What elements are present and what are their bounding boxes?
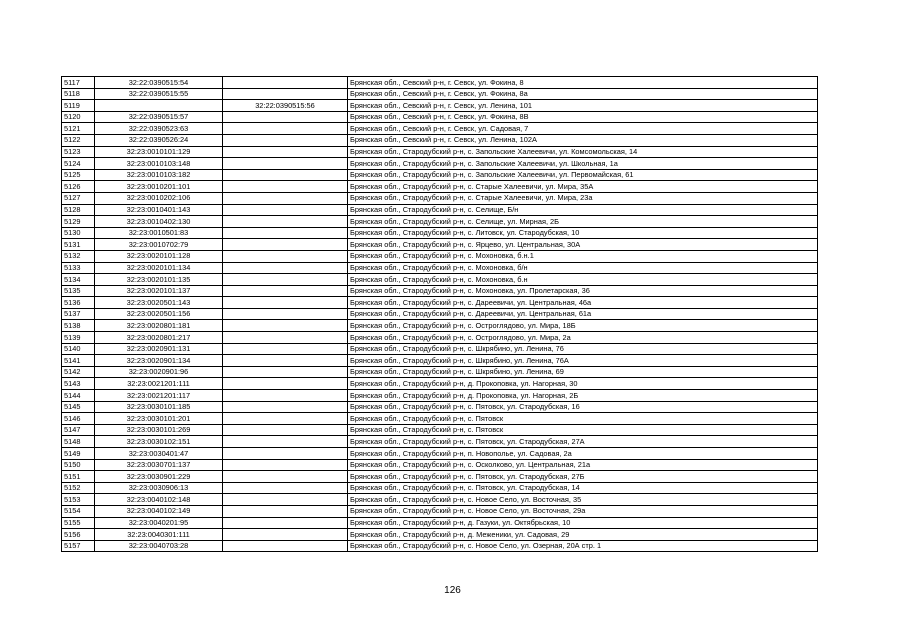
address-cell: Брянская обл., Стародубский р-н, с. Осколково, ул. Центральная, 21а [348,459,818,471]
cadastral-number-alt-cell [223,274,348,286]
table-row [62,355,818,367]
cadastral-number-cell: 32:23:0021201:111 [95,378,223,390]
cadastral-number-alt-cell [223,181,348,193]
cadastral-number-alt-cell [223,216,348,228]
row-number-cell: 5140 [62,343,95,355]
cadastral-number-alt-cell [223,111,348,123]
cadastral-number-alt-cell [223,424,348,436]
address-cell: Брянская обл., Стародубский р-н, с. Мохоновка, б.н.1 [348,250,818,262]
address-cell: Брянская обл., Стародубский р-н, с. Ярцево, ул. Центральная, 30А [348,239,818,251]
row-number-cell: 5120 [62,111,95,123]
row-number-cell: 5148 [62,436,95,448]
row-number-cell: 5117 [62,77,95,89]
row-number-cell: 5137 [62,308,95,320]
row-number-cell: 5157 [62,540,95,552]
address-cell: Брянская обл., Стародубский р-н, с. Мохоновка, ул. Пролетарская, 36 [348,285,818,297]
table-row [62,308,818,320]
cadastral-number-alt-cell [223,332,348,344]
table-row [62,320,818,332]
cadastral-number-cell: 32:23:0040703:28 [95,540,223,552]
cadastral-number-alt-cell [223,436,348,448]
table-row [62,77,818,89]
table-row [62,111,818,123]
address-cell: Брянская обл., Стародубский р-н, с. Дареевичи, ул. Центральная, 61а [348,308,818,320]
cadastral-number-cell: 32:22:0390515:55 [95,88,223,100]
table-row [62,390,818,402]
cadastral-number-alt-cell [223,250,348,262]
cadastral-number-cell: 32:22:0390523:63 [95,123,223,135]
table-row [62,529,818,541]
address-cell: Брянская обл., Стародубский р-н, с. Пятовск [348,413,818,425]
row-number-cell: 5131 [62,239,95,251]
page-number: 126 [444,585,461,596]
cadastral-number-cell: 32:23:0020801:181 [95,320,223,332]
cadastral-number-cell: 32:23:0021201:117 [95,390,223,402]
address-cell: Брянская обл., Севский р-н, г. Севск, ул. Ленина, 101 [348,100,818,112]
registry-table [61,76,818,552]
cadastral-number-cell: 32:23:0040301:111 [95,529,223,541]
address-cell: Брянская обл., Стародубский р-н, с. Селище, ул. Мирная, 2Б [348,216,818,228]
address-cell: Брянская обл., Стародубский р-н, с. Запольские Халеевичи, ул. Первомайская, 61 [348,169,818,181]
registry-table-body [62,77,818,552]
address-cell: Брянская обл., Стародубский р-н, с. Старые Халеевичи, ул. Мира, 23а [348,192,818,204]
cadastral-number-alt-cell [223,88,348,100]
address-cell: Брянская обл., Стародубский р-н, с. Литовск, ул. Стародубская, 10 [348,227,818,239]
cadastral-number-alt-cell [223,146,348,158]
address-cell: Брянская обл., Стародубский р-н, п. Новополье, ул. Садовая, 2а [348,448,818,460]
cadastral-number-cell: 32:23:0030401:47 [95,448,223,460]
address-cell: Брянская обл., Стародубский р-н, с. Остроглядово, ул. Мира, 18Б [348,320,818,332]
cadastral-number-cell: 32:23:0020901:96 [95,366,223,378]
cadastral-number-cell: 32:23:0030101:185 [95,401,223,413]
row-number-cell: 5141 [62,355,95,367]
cadastral-number-cell: 32:23:0010202:106 [95,192,223,204]
address-cell: Брянская обл., Стародубский р-н, с. Шкрябино, ул. Ленина, 69 [348,366,818,378]
cadastral-number-cell: 32:23:0020101:137 [95,285,223,297]
cadastral-number-cell: 32:23:0020101:135 [95,274,223,286]
cadastral-number-cell: 32:23:0020801:217 [95,332,223,344]
table-row [62,343,818,355]
cadastral-number-cell: 32:23:0010201:101 [95,181,223,193]
table-row [62,424,818,436]
cadastral-number-alt-cell [223,448,348,460]
table-row [62,471,818,483]
table-row [62,482,818,494]
cadastral-number-alt-cell [223,459,348,471]
address-cell: Брянская обл., Стародубский р-н, с. Пятовск, ул. Стародубская, 27А [348,436,818,448]
cadastral-number-alt-cell [223,355,348,367]
table-row [62,332,818,344]
cadastral-number-cell: 32:23:0020101:134 [95,262,223,274]
cadastral-number-cell: 32:23:0030101:201 [95,413,223,425]
table-row [62,436,818,448]
table-row [62,448,818,460]
cadastral-number-cell: 32:22:0390515:57 [95,111,223,123]
cadastral-number-alt-cell [223,285,348,297]
address-cell: Брянская обл., Стародубский р-н, д. Газуки, ул. Октябрьская, 10 [348,517,818,529]
cadastral-number-cell: 32:23:0020101:128 [95,250,223,262]
cadastral-number-alt-cell [223,540,348,552]
cadastral-number-alt-cell [223,517,348,529]
cadastral-number-cell: 32:23:0020501:156 [95,308,223,320]
address-cell: Брянская обл., Стародубский р-н, с. Новое Село, ул. Озерная, 20А стр. 1 [348,540,818,552]
cadastral-number-cell: 32:23:0030901:229 [95,471,223,483]
table-row [62,100,818,112]
address-cell: Брянская обл., Стародубский р-н, с. Старые Халеевичи, ул. Мира, 35А [348,181,818,193]
row-number-cell: 5133 [62,262,95,274]
table-row [62,262,818,274]
row-number-cell: 5135 [62,285,95,297]
row-number-cell: 5118 [62,88,95,100]
row-number-cell: 5142 [62,366,95,378]
cadastral-number-cell: 32:22:0390526:24 [95,134,223,146]
row-number-cell: 5138 [62,320,95,332]
table-row [62,181,818,193]
table-row [62,297,818,309]
table-row [62,494,818,506]
address-cell: Брянская обл., Севский р-н, г. Севск, ул. Фокина, 8 [348,77,818,89]
row-number-cell: 5150 [62,459,95,471]
cadastral-number-alt-cell [223,308,348,320]
cadastral-number-alt-cell [223,204,348,216]
address-cell: Брянская обл., Севский р-н, г. Севск, ул. Фокина, 8В [348,111,818,123]
cadastral-number-alt-cell [223,134,348,146]
cadastral-number-cell: 32:23:0020901:134 [95,355,223,367]
table-row [62,158,818,170]
row-number-cell: 5147 [62,424,95,436]
cadastral-number-alt-cell [223,123,348,135]
cadastral-number-alt-cell [223,192,348,204]
row-number-cell: 5126 [62,181,95,193]
cadastral-number-alt-cell [223,77,348,89]
table-row [62,413,818,425]
address-cell: Брянская обл., Стародубский р-н, с. Шкрябино, ул. Ленина, 76А [348,355,818,367]
address-cell: Брянская обл., Стародубский р-н, с. Запольские Халеевичи, ул. Школьная, 1а [348,158,818,170]
row-number-cell: 5119 [62,100,95,112]
table-row [62,216,818,228]
cadastral-number-alt-cell [223,366,348,378]
table-row [62,204,818,216]
row-number-cell: 5129 [62,216,95,228]
address-cell: Брянская обл., Стародубский р-н, с. Пятовск, ул. Стародубская, 27Б [348,471,818,483]
table-row [62,88,818,100]
table-row [62,517,818,529]
cadastral-number-cell: 32:23:0020901:131 [95,343,223,355]
row-number-cell: 5134 [62,274,95,286]
row-number-cell: 5146 [62,413,95,425]
address-cell: Брянская обл., Стародубский р-н, с. Пятовск, ул. Стародубская, 14 [348,482,818,494]
row-number-cell: 5122 [62,134,95,146]
address-cell: Брянская обл., Стародубский р-н, с. Дареевичи, ул. Центральная, 46а [348,297,818,309]
row-number-cell: 5124 [62,158,95,170]
table-row [62,169,818,181]
address-cell: Брянская обл., Стародубский р-н, д. Прокоповка, ул. Нагорная, 30 [348,378,818,390]
cadastral-number-alt-cell [223,529,348,541]
table-row [62,378,818,390]
cadastral-number-cell: 32:23:0010402:130 [95,216,223,228]
cadastral-number-alt-cell [223,227,348,239]
address-cell: Брянская обл., Стародубский р-н, д. Прокоповка, ул. Нагорная, 2Б [348,390,818,402]
row-number-cell: 5145 [62,401,95,413]
cadastral-number-cell: 32:23:0030102:151 [95,436,223,448]
cadastral-number-cell: 32:23:0040201:95 [95,517,223,529]
address-cell: Брянская обл., Стародубский р-н, с. Пятовск, ул. Стародубская, 16 [348,401,818,413]
cadastral-number-alt-cell: 32:22:0390515:56 [223,100,348,112]
cadastral-number-cell: 32:23:0010103:182 [95,169,223,181]
address-cell: Брянская обл., Стародубский р-н, с. Селище, Б/н [348,204,818,216]
table-row [62,227,818,239]
address-cell: Брянская обл., Стародубский р-н, с. Новое Село, ул. Восточная, 35 [348,494,818,506]
row-number-cell: 5144 [62,390,95,402]
cadastral-number-cell: 32:23:0030101:269 [95,424,223,436]
row-number-cell: 5149 [62,448,95,460]
cadastral-number-alt-cell [223,320,348,332]
table-row [62,123,818,135]
cadastral-number-alt-cell [223,169,348,181]
table-row [62,540,818,552]
table-row [62,134,818,146]
cadastral-number-alt-cell [223,158,348,170]
address-cell: Брянская обл., Стародубский р-н, д. Меженики, ул. Садовая, 29 [348,529,818,541]
cadastral-number-alt-cell [223,239,348,251]
row-number-cell: 5153 [62,494,95,506]
cadastral-number-cell: 32:23:0030701:137 [95,459,223,471]
row-number-cell: 5123 [62,146,95,158]
row-number-cell: 5128 [62,204,95,216]
cadastral-number-alt-cell [223,413,348,425]
row-number-cell: 5130 [62,227,95,239]
table-row [62,250,818,262]
cadastral-number-cell: 32:23:0040102:149 [95,505,223,517]
table-row [62,459,818,471]
cadastral-number-cell: 32:23:0010103:148 [95,158,223,170]
table-row [62,274,818,286]
row-number-cell: 5143 [62,378,95,390]
cadastral-number-cell: 32:23:0020501:143 [95,297,223,309]
cadastral-number-alt-cell [223,505,348,517]
table-row [62,192,818,204]
cadastral-number-alt-cell [223,390,348,402]
address-cell: Брянская обл., Стародубский р-н, с. Мохоновка, б.н [348,274,818,286]
table-row [62,401,818,413]
row-number-cell: 5125 [62,169,95,181]
cadastral-number-alt-cell [223,262,348,274]
address-cell: Брянская обл., Стародубский р-н, с. Запольские Халеевичи, ул. Комсомольская, 14 [348,146,818,158]
cadastral-number-cell: 32:23:0010101:129 [95,146,223,158]
row-number-cell: 5139 [62,332,95,344]
address-cell: Брянская обл., Севский р-н, г. Севск, ул. Садовая, 7 [348,123,818,135]
cadastral-number-alt-cell [223,482,348,494]
table-row [62,146,818,158]
cadastral-number-cell: 32:22:0390515:54 [95,77,223,89]
cadastral-number-alt-cell [223,297,348,309]
cadastral-number-cell: 32:23:0010401:143 [95,204,223,216]
address-cell: Брянская обл., Стародубский р-н, с. Пятовск [348,424,818,436]
address-cell: Брянская обл., Стародубский р-н, с. Остроглядово, ул. Мира, 2а [348,332,818,344]
row-number-cell: 5121 [62,123,95,135]
cadastral-number-cell: 32:23:0040102:148 [95,494,223,506]
cadastral-number-alt-cell [223,343,348,355]
row-number-cell: 5154 [62,505,95,517]
cadastral-number-cell: 32:23:0010501:83 [95,227,223,239]
row-number-cell: 5156 [62,529,95,541]
address-cell: Брянская обл., Севский р-н, г. Севск, ул. Фокина, 8а [348,88,818,100]
cadastral-number-alt-cell [223,494,348,506]
cadastral-number-alt-cell [223,471,348,483]
table-row [62,239,818,251]
row-number-cell: 5155 [62,517,95,529]
address-cell: Брянская обл., Севский р-н, г. Севск, ул. Ленина, 102А [348,134,818,146]
address-cell: Брянская обл., Стародубский р-н, с. Мохоновка, б/н [348,262,818,274]
cadastral-number-cell: 32:23:0030906:13 [95,482,223,494]
table-row [62,366,818,378]
row-number-cell: 5152 [62,482,95,494]
cadastral-number-cell: 32:23:0010702:79 [95,239,223,251]
address-cell: Брянская обл., Стародубский р-н, с. Новое Село, ул. Восточная, 29а [348,505,818,517]
cadastral-number-alt-cell [223,401,348,413]
address-cell: Брянская обл., Стародубский р-н, с. Шкрябино, ул. Ленина, 76 [348,343,818,355]
row-number-cell: 5132 [62,250,95,262]
cadastral-number-alt-cell [223,378,348,390]
row-number-cell: 5136 [62,297,95,309]
table-row [62,285,818,297]
row-number-cell: 5127 [62,192,95,204]
table-row [62,505,818,517]
cadastral-number-cell [95,100,223,112]
row-number-cell: 5151 [62,471,95,483]
